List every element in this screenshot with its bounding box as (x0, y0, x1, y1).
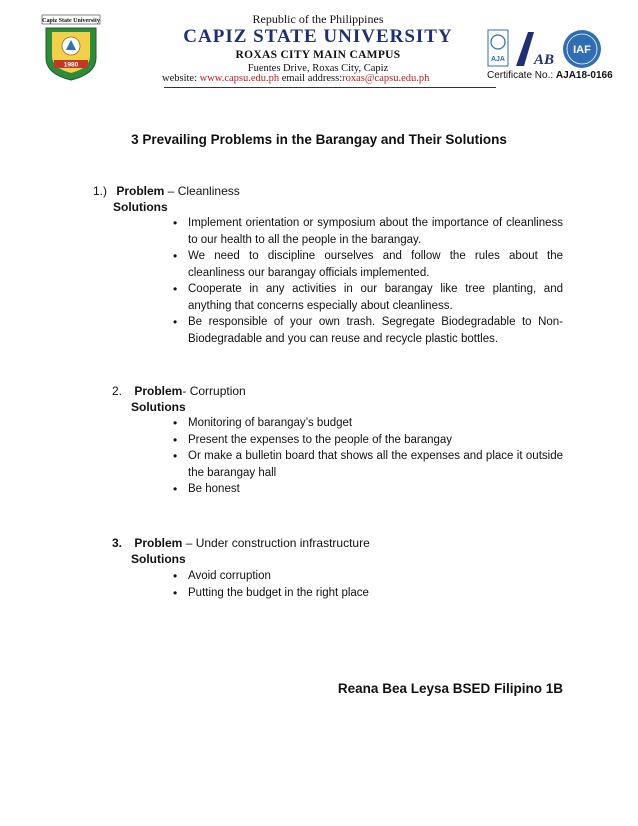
list-item: • We need to discipline ourselves and follow the rules about the cleanliness our barangay officials implemented. (173, 248, 563, 281)
campus-address: Fuentes Drive, Roxas City, Capiz (247, 63, 389, 74)
campus-name: ROXAS CITY MAIN CAMPUS (235, 49, 401, 61)
header-divider (164, 87, 496, 88)
list-item: • Cooperate in any activities in our barangay like tree planting, and anything that concerns especially about cleanliness. (173, 281, 563, 314)
email-link[interactable]: roxas@capsu.edu.ph (342, 73, 430, 84)
university-seal-icon (40, 14, 102, 82)
website-link[interactable]: www.capsu.edu.ph (199, 73, 280, 84)
problem-2-label: Problem (134, 384, 183, 398)
svg-text:Capiz State University: Capiz State University (42, 18, 100, 24)
certificate-number: Certificate No.: AJA18-0166 (487, 70, 613, 81)
problem-3-number: 3. (112, 536, 123, 550)
contact-line (162, 72, 492, 85)
problem-2-solutions-label: Solutions (131, 400, 186, 414)
list-item: • Be honest (173, 481, 563, 498)
problem-1-label: Problem (116, 184, 165, 198)
problem-2-heading: 2. Problem- Corruption (112, 384, 246, 398)
email-label: email address: (281, 73, 343, 84)
letterhead (0, 0, 638, 92)
problem-3-label: Problem (134, 536, 183, 550)
problem-2-topic: Corruption (189, 384, 246, 398)
list-item: • Present the expenses to the people of the barangay (173, 432, 563, 449)
svg-text:IAF: IAF (573, 44, 591, 56)
university-name: CAPIZ STATE UNIVERSITY (183, 26, 453, 47)
list-item: • Monitoring of barangay’s budget (173, 415, 563, 432)
problem-1-heading: 1.) Problem – Cleanliness (93, 184, 240, 198)
svg-text:AB: AB (534, 52, 555, 68)
ab-logo-icon (516, 32, 554, 68)
problem-3-topic: Under construction infrastructure (195, 536, 370, 550)
problem-3-solutions-list (173, 568, 563, 601)
problem-3-solutions-label: Solutions (131, 552, 186, 566)
problem-3-heading: 3. Problem – Under construction infrastructure (112, 536, 370, 550)
problem-1-solutions-label: Solutions (113, 200, 168, 214)
problem-1-number: 1.) (93, 184, 108, 198)
problem-1-solutions-list (173, 215, 563, 347)
certification-logos (486, 28, 604, 70)
website-label: website: (162, 73, 197, 84)
problem-2-solutions-list (173, 415, 563, 498)
letterhead-text (150, 12, 486, 75)
list-item: • Or make a bulletin board that shows all the expenses and place it outside the barangay hall (173, 448, 563, 481)
document-title: 3 Prevailing Problems in the Barangay and Their Solutions (131, 132, 507, 147)
problem-2-number: 2. (112, 384, 123, 398)
aja-logo-icon (488, 30, 508, 66)
list-item: • Be responsible of your own trash. Segregate Biodegradable to Non-Biodegradable and you can reuse and recycle plastic bottles. (173, 314, 563, 347)
list-item: • Putting the budget in the right place (173, 585, 563, 602)
author-signature: Reana Bea Leysa BSED Filipino 1B (337, 681, 563, 696)
svg-text:AJA: AJA (490, 56, 506, 63)
problem-1-topic: Cleanliness (177, 184, 240, 198)
list-item: • Implement orientation or symposium about the importance of cleanliness to our health to all the people in the barangay. (173, 215, 563, 248)
svg-text:1980: 1980 (63, 61, 79, 69)
list-item: • Avoid corruption (173, 568, 563, 585)
republic-line: Republic of the Philippines (252, 12, 384, 26)
iaf-logo-icon (563, 30, 601, 68)
